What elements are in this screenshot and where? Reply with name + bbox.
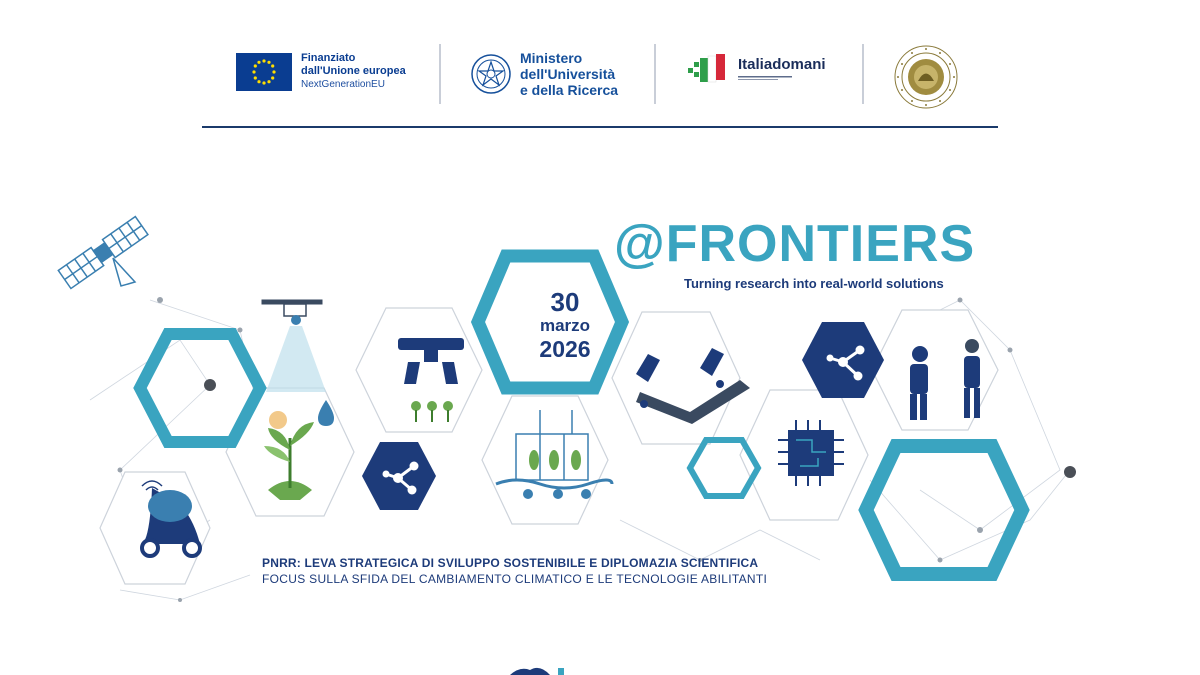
event-date-year: 2026 [539,336,591,362]
network-icon [362,442,436,510]
network-icon [802,322,884,398]
eu-logo-line2: dall'Unione europea [301,65,406,77]
event-date-day: 30 [550,287,580,317]
hex-frame [866,446,1022,574]
italiadomani-name-part2: domani [772,56,826,73]
mur-logo-line3: e della Ricerca [520,82,619,98]
network-node [1064,466,1076,478]
hex-cell [356,308,482,432]
hex-cell [482,396,608,524]
event-title: @FRONTIERS [614,215,976,273]
mur-logo-line2: dell'Università [520,66,616,82]
eu-logo-line3: NextGenerationEU [301,79,385,90]
drone-icon [262,300,326,392]
event-date-month: marzo [539,316,591,335]
hex-cell [612,312,740,444]
eu-logo-line1: Finanziato [301,52,356,64]
event-subtitle-primary: PNRR: LEVA STRATEGICA DI SVILUPPO SOSTENIBILE E DIPLOMAZIA SCIENTIFICA [262,556,759,570]
event-subtitle-secondary: FOCUS SULLA SFIDA DEL CAMBIAMENTO CLIMATICO E LE TECNOLOGIE ABILITANTI [262,572,768,586]
event-date [502,288,628,362]
italiadomani-name-part1: Italia [738,56,773,73]
hex-frame [140,334,260,442]
satellite-icon [58,217,148,289]
partial-bottom-logo [510,664,630,675]
event-tagline: Turning research into real-world solutions [684,276,944,291]
mur-logo-line1: Ministero [520,50,583,66]
network-node [204,379,216,391]
